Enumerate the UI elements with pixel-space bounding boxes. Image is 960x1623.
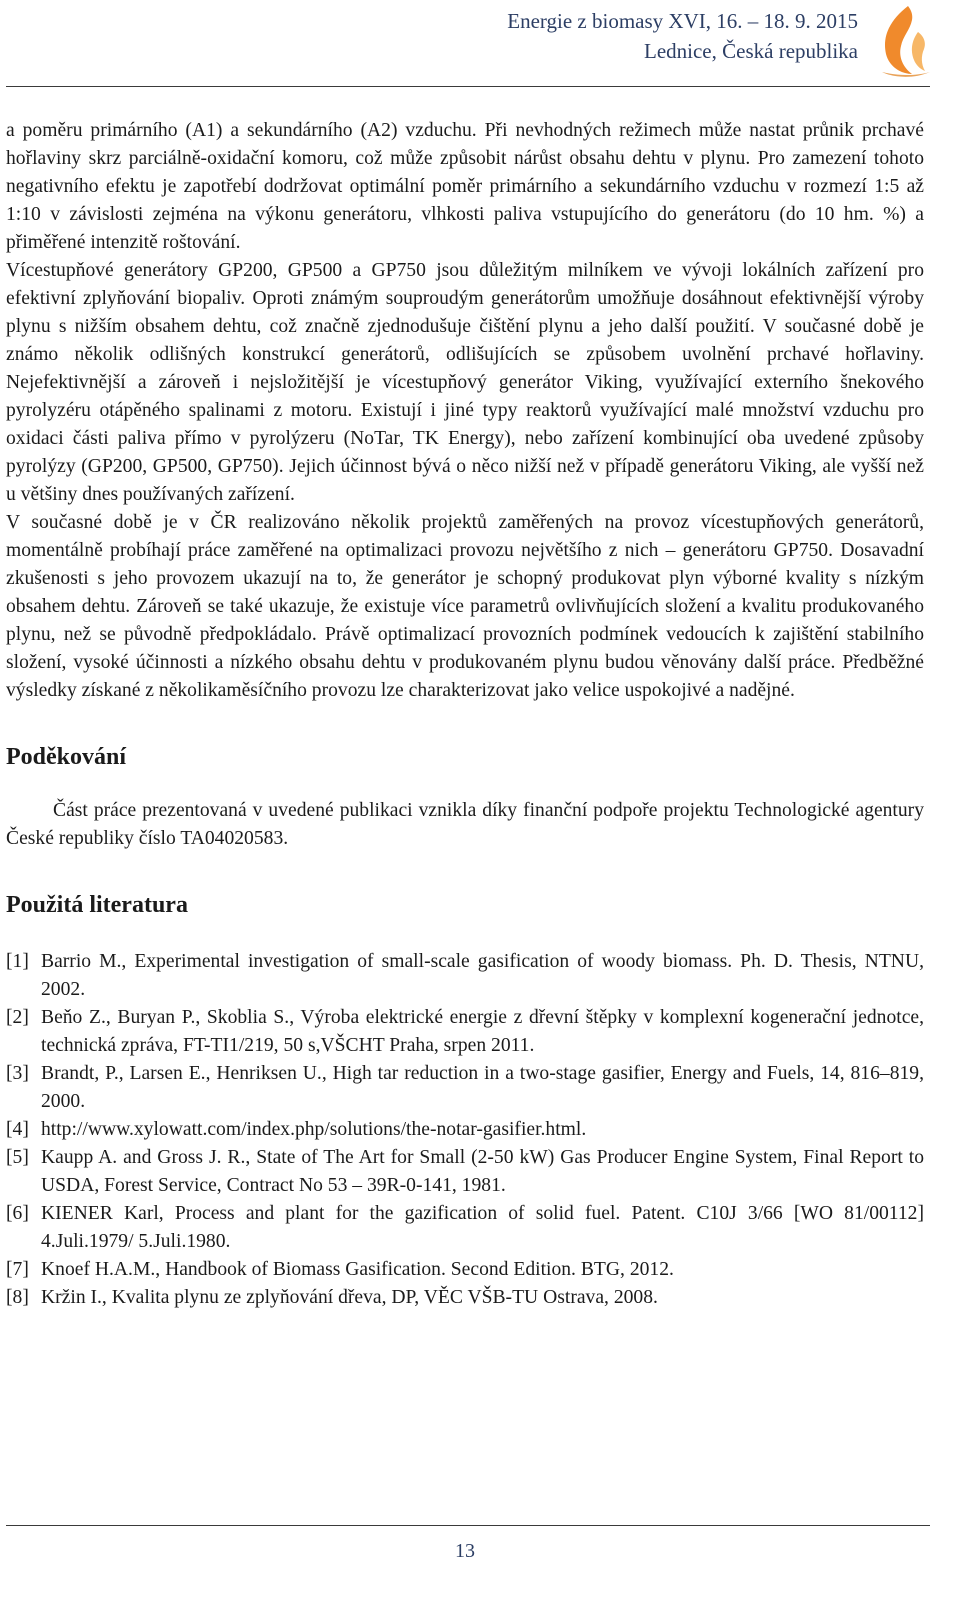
reference-text: Kržin I., Kvalita plynu ze zplyňování dřeva, DP, VĚC VŠB-TU Ostrava, 2008. <box>41 1287 658 1308</box>
reference-number: [2] <box>6 1007 29 1028</box>
body-paragraph: Vícestupňové generátory GP200, GP500 a GP750 jsou důležitým milníkem ve vývoji lokálních zařízení pro efektivní zplyňování biopaliv. Oproti známým souproudým generátorům umožňuje dosáhnout efektivnější výroby plynu s nižším obsahem dehtu, což značně zjednodušuje čištění plynu a jeho další použití. V současné době je známo několik odlišných konstrukcí generátorů, odlišujících se způsobem uvolnění prchavé hořlaviny. Nejefektivnější a zároveň i nejsložitější je vícestupňový generátor Viking, využívající externího šnekového pyrolyzéru otápěného spalinami z motoru. Existují i jiné typy reaktorů využívající malé množství vzduchu pro oxidaci části paliva přímo v pyrolýzeru (NoTar, TK Energy), nebo zařízení kombinující oba uvedené způsoby pyrolýzy (GP200, GP500, GP750). Jejich účinnost bývá o něco nižší než v případě generátoru Viking, ale vyšší než u většiny dnes používaných zařízení. <box>6 260 924 505</box>
flame-logo-icon <box>868 2 940 80</box>
conference-header <box>507 6 858 66</box>
reference-text: Kaupp A. and Gross J. R., State of The Art for Small (2-50 kW) Gas Producer Engine System, Final Report to USDA, Forest Service, Contract No 53 – 39R-0-141, 1981. <box>41 1147 924 1196</box>
reference-number: [7] <box>6 1259 29 1280</box>
reference-item <box>6 1200 924 1256</box>
body-paragraph: a poměru primárního (A1) a sekundárního (A2) vzduchu. Při nevhodných režimech může nastat průnik prchavé hořlaviny skrz parciálně-oxidační komoru, což může způsobit nárůst obsahu dehtu v plynu. Pro zamezení tohoto negativního efektu je zapotřebí dodržovat optimální poměr primárního a sekundárního vzduchu v rozmezí 1:5 až 1:10 v závislosti zejména na výkonu generátoru, vlhkosti paliva vstupujícího do generátoru (do 10 hm. %) a přiměřené intenzitě roštování. <box>6 120 924 253</box>
reference-text: Brandt, P., Larsen E., Henriksen U., High tar reduction in a two-stage gasifier, Energy and Fuels, 14, 816–819, 2000. <box>41 1063 924 1112</box>
references-heading: Použitá literatura <box>6 892 188 918</box>
footer-divider <box>6 1525 930 1526</box>
reference-text: Knoef H.A.M., Handbook of Biomass Gasification. Second Edition. BTG, 2012. <box>41 1259 674 1280</box>
body-paragraph: V současné době je v ČR realizováno několik projektů zaměřených na provoz vícestupňových generátorů, momentálně probíhají práce zaměřené na optimalizaci provozu největšího z nich – generátoru GP750. Dosavadní zkušenosti s jeho provozem ukazují na to, že generátor je schopný produkovat plyn výborné kvality s nízkým obsahem dehtu. Zároveň se také ukazuje, že existuje více parametrů ovlivňujících složení a kvalitu produkovaného plynu, než se původně předpokládalo. Právě optimalizací provozních podmínek vedoucích k zajištění stabilního složení, vysoké účinnosti a nízkého obsahu dehtu v produkovaném plynu budou věnovány další práce. Předběžné výsledky získané z několikaměsíčního provozu lze charakterizovat jako velice uspokojivé a nadějné. <box>6 512 924 701</box>
reference-item <box>6 1004 924 1060</box>
reference-item <box>6 1116 924 1144</box>
page-body <box>6 117 924 1312</box>
acknowledgement-text: Část práce prezentovaná v uvedené publikaci vznikla díky finanční podpoře projektu Technologické agentury České republiky číslo TA04020583. <box>6 800 924 849</box>
reference-number: [5] <box>6 1147 29 1168</box>
reference-item <box>6 948 924 1004</box>
reference-number: [4] <box>6 1119 29 1140</box>
reference-number: [8] <box>6 1287 29 1308</box>
conference-title: Energie z biomasy XVI, 16. – 18. 9. 2015 <box>507 9 858 33</box>
page-number: 13 <box>455 1540 475 1562</box>
conference-location: Lednice, Česká republika <box>644 39 858 63</box>
reference-number: [1] <box>6 951 29 972</box>
reference-item <box>6 1144 924 1200</box>
reference-text: Beňo Z., Buryan P., Skoblia S., Výroba elektrické energie z dřevní štěpky v komplexní kogenerační jednotce, technická zpráva, FT-TI1/219, 50 s,VŠCHT Praha, srpen 2011. <box>41 1007 924 1056</box>
reference-link[interactable]: http://www.xylowatt.com/index.php/solutions/the-notar-gasifier.html. <box>41 1119 587 1140</box>
reference-number: [6] <box>6 1203 29 1224</box>
reference-text: KIENER Karl, Process and plant for the gazification of solid fuel. Patent. C10J 3/66 [WO 81/00112] 4.Juli.1979/ 5.Juli.1980. <box>41 1203 924 1252</box>
acknowledgement-heading: Poděkování <box>6 744 127 770</box>
reference-item <box>6 1284 924 1312</box>
reference-item <box>6 1256 924 1284</box>
header-divider <box>6 86 930 87</box>
reference-number: [3] <box>6 1063 29 1084</box>
reference-text: Barrio M., Experimental investigation of small-scale gasification of woody biomass. Ph. D. Thesis, NTNU, 2002. <box>41 951 924 1000</box>
reference-item <box>6 1060 924 1116</box>
reference-list <box>6 948 924 1312</box>
